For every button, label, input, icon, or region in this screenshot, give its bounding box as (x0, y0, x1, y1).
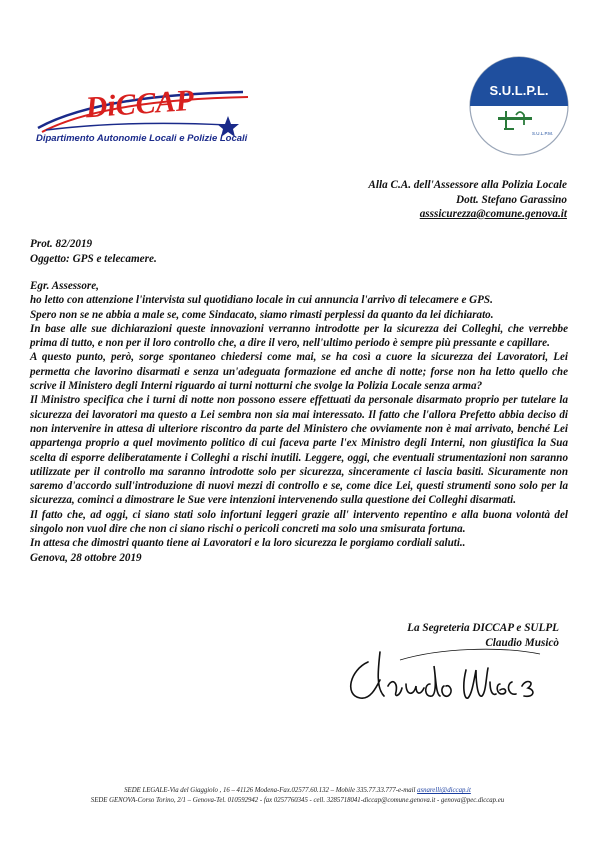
handwritten-signature (340, 640, 570, 710)
body-paragraph: Spero non se ne abbia a male se, come Sindacato, siamo rimasti perplessi da quanto da lei dichiarato. (30, 308, 494, 321)
body-paragraph: Il fatto che, ad oggi, ci siano stati solo infortuni leggeri grazie all' intervento repentino e alla buona volontà del singolo non vuol dire che non ci siano rischi o pericoli concreti ma solo una smisurata fortuna. (30, 508, 568, 536)
body-paragraph: In attesa che dimostri quanto tiene ai Lavoratori e la loro sicurezza le porgiamo cordiali saluti.. (30, 537, 466, 550)
body-paragraph: Il Ministro specifica che i turni di notte non possono essere effettuati da personale disarmato proprio per tutelare la sicurezza dei lavoratori ma questo a Lei sembra non sia mai interessato. Il fatto che l'allora Prefetto abbia deciso di non intervenire in attesa di ulteriore riscontro da parte del Ministero che ovviamente non è mai arrivato, benché Lei appartenga proprio a quel movimento politico di cui faceva parte l'ex Ministro degli Interni, non giustifica la Sua scelta di esporre deliberatamente i Colleghi a rischi inutili. Leggere, oggi, che eventuali strumentazioni non saranno utilizzate per il controllo ma saranno introdotte solo per sicurezza, sinceramente ci lascia basiti. Sicuramente non saremo d'accordo sull'introduzione di nuovi mezzi di controllo e se, come dice Lei, questi strumenti sono solo per la sicurezza, cominci a dimostrare le Sue vere intenzioni intervenendo sulla questione dei Colleghi disarmati. (30, 394, 568, 507)
footer-line2: SEDE GENOVA-Corso Torino, 2/1 – Genova-Tel. 010592942 - fax 0257760345 - cell. 3285718041-diccap@comune.genova.it - genova@pec.diccap.eu (90, 797, 505, 804)
recipient-line1: Alla C.A. dell'Assessore alla Polizia Locale (368, 179, 567, 191)
body-paragraph: In base alle sue dichiarazioni queste innovazioni verranno introdotte per la sicurezza dei Colleghi, che verrebbe prima di tutto, e non per il loro controllo che, a dire il vero, nell'ultimo periodo è sempre più pressante e capillare. (30, 322, 568, 350)
body-paragraph: A questo punto, però, sorge spontaneo chiedersi come mai, se ha così a cuore la sicurezza dei Lavoratori, Lei permetta che lavorino disarmati e senza un'adeguata formazione ed anche di notte; forse non ha letto quello che scrive il Ministero degli Interni riguardo ai turni notturni che svolge la Polizia Locale senza arma? (30, 351, 568, 393)
footer-line1 (0, 786, 595, 796)
diccap-subtitle: Dipartimento Autonomie Locali e Polizie Locali (36, 133, 248, 144)
sulpl-logo-text: S.U.L.P.L. (489, 83, 549, 98)
protocol-number: Prot. 82/2019 (30, 238, 93, 250)
diccap-logo-text: DiCCAP (84, 83, 195, 125)
letter-body (30, 279, 568, 565)
recipient-email[interactable]: asssicurezza@comune.genova.it (419, 208, 567, 220)
sulpl-small-text: S.U.L.P.M. (532, 131, 554, 136)
recipient-block (368, 178, 567, 222)
letter-meta (30, 237, 157, 266)
signature-line1: La Segreteria DICCAP e SULPL (407, 622, 559, 634)
date-line: Genova, 28 ottobre 2019 (30, 551, 142, 564)
recipient-line2: Dott. Stefano Garassino (456, 193, 567, 206)
footer-line1-text: SEDE LEGALE-Via del Giaggiolo , 16 – 41126 Modena-Fax.02577.60.132 – Mobile 335.77.33.777-e-mail (124, 787, 418, 794)
letter-footer (0, 786, 595, 806)
greeting: Egr. Assessore, (30, 280, 99, 292)
signature-line2: Claudio Musicò (485, 636, 559, 649)
footer-email-link[interactable]: asnarelli@diccap.it (417, 787, 471, 794)
subject-line: Oggetto: GPS e telecamere. (30, 252, 157, 265)
sulpl-logo (468, 55, 570, 157)
body-paragraph: ho letto con attenzione l'intervista sul quotidiano locale in cui annuncia l'arrivo di telecamere e GPS. (30, 294, 493, 307)
